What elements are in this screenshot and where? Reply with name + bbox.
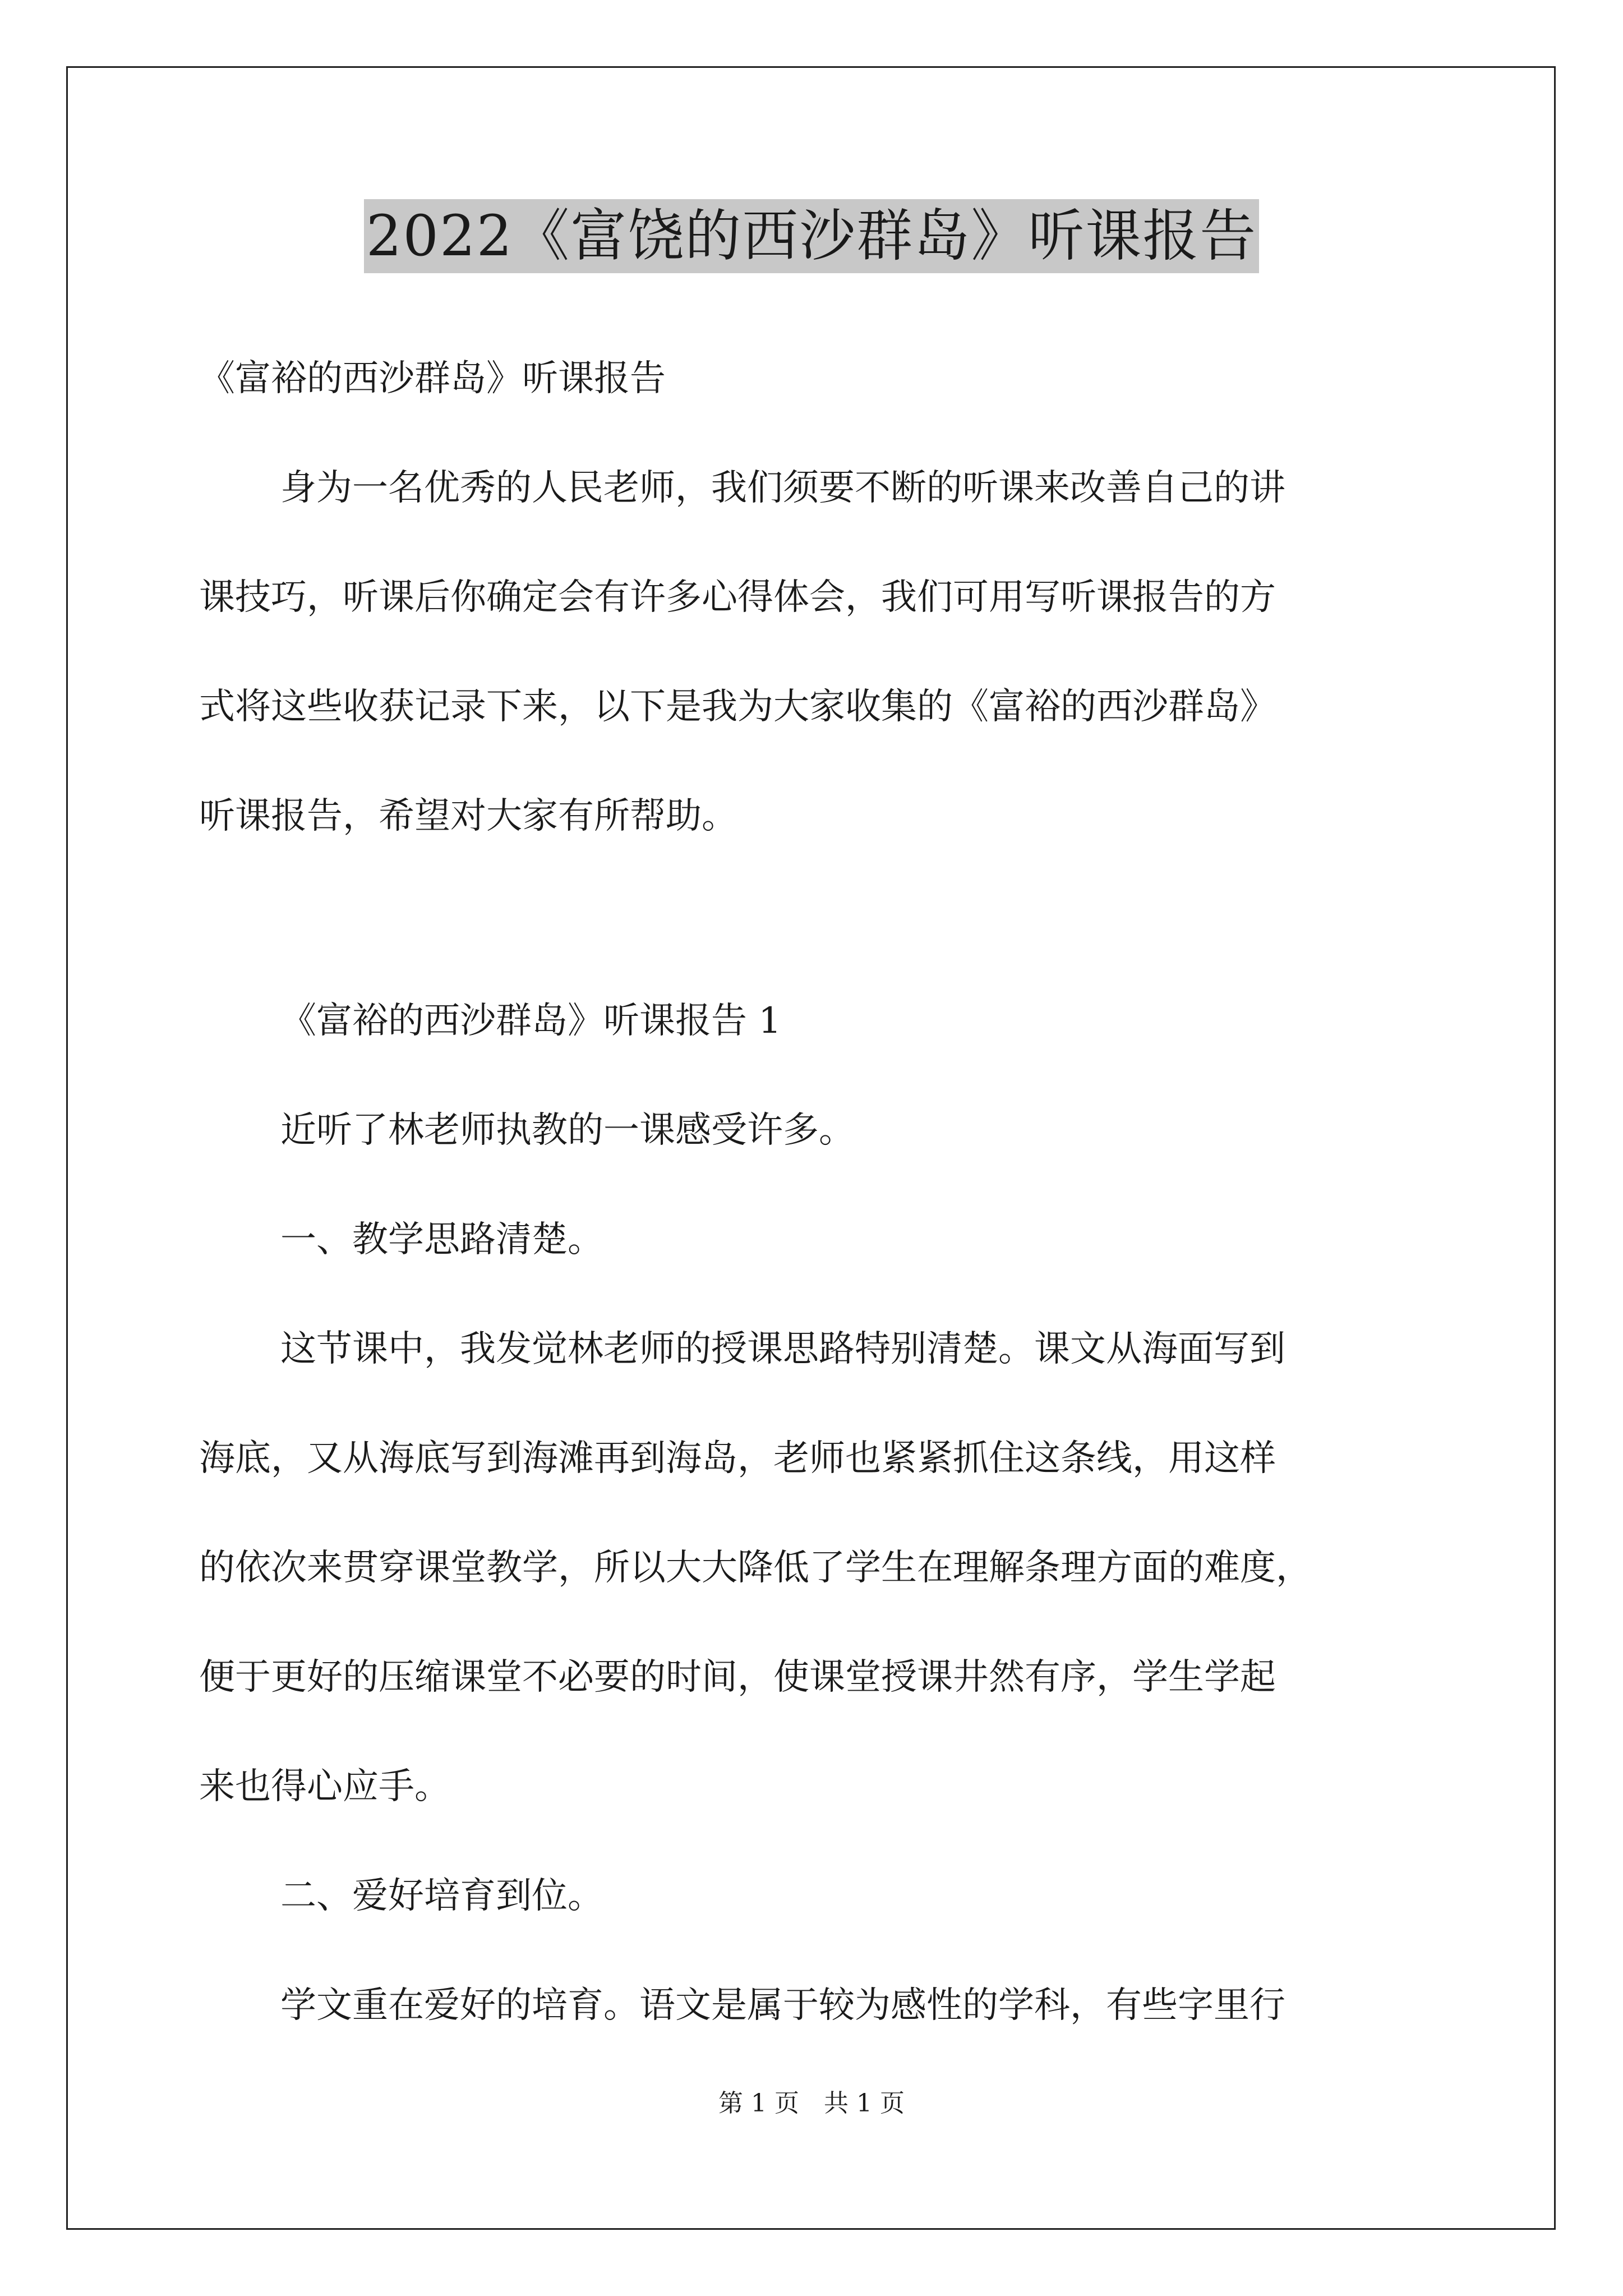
paragraph-line: 海底，又从海底写到海滩再到海岛，老师也紧紧抓住这条线，用这样 bbox=[199, 1438, 1276, 1479]
section-heading: 《富裕的西沙群岛》听课报告 1 bbox=[280, 1000, 782, 1042]
paragraph-line: 便于更好的压缩课堂不必要的时间，使课堂授课井然有序，学生学起 bbox=[199, 1657, 1276, 1698]
paragraph-line: 这节课中，我发觉林老师的授课思路特别清楚。课文从海面写到 bbox=[280, 1328, 1285, 1370]
intro-line: 式将这些收获记录下来，以下是我为大家收集的《富裕的西沙群岛》 bbox=[199, 686, 1276, 728]
document-title: 2022《富饶的西沙群岛》听课报告 bbox=[364, 199, 1260, 273]
intro-line: 身为一名优秀的人民老师，我们须要不断的听课来改善自己的讲 bbox=[280, 467, 1285, 509]
paragraph-line: 来也得心应手。 bbox=[199, 1766, 450, 1807]
page-footer: 第 1 页 共 1 页 bbox=[718, 2089, 905, 2118]
point-heading: 一、教学思路清楚。 bbox=[280, 1219, 603, 1260]
intro-line: 课技巧，听课后你确定会有许多心得体会，我们可用写听课报告的方 bbox=[199, 577, 1276, 618]
paragraph-line: 学文重在爱好的培育。语文是属于较为感性的学科，有些字里行 bbox=[280, 1985, 1285, 2026]
paragraph-line: 近听了林老师执教的一课感受许多。 bbox=[280, 1110, 855, 1151]
title-container bbox=[0, 199, 1623, 273]
point-heading: 二、爱好培育到位。 bbox=[280, 1875, 603, 1917]
intro-line: 听课报告，希望对大家有所帮助。 bbox=[199, 795, 737, 837]
paragraph-line: 的依次来贯穿课堂教学，所以大大降低了学生在理解条理方面的难度， bbox=[199, 1547, 1312, 1589]
document-subtitle: 《富裕的西沙群岛》听课报告 bbox=[199, 358, 666, 399]
